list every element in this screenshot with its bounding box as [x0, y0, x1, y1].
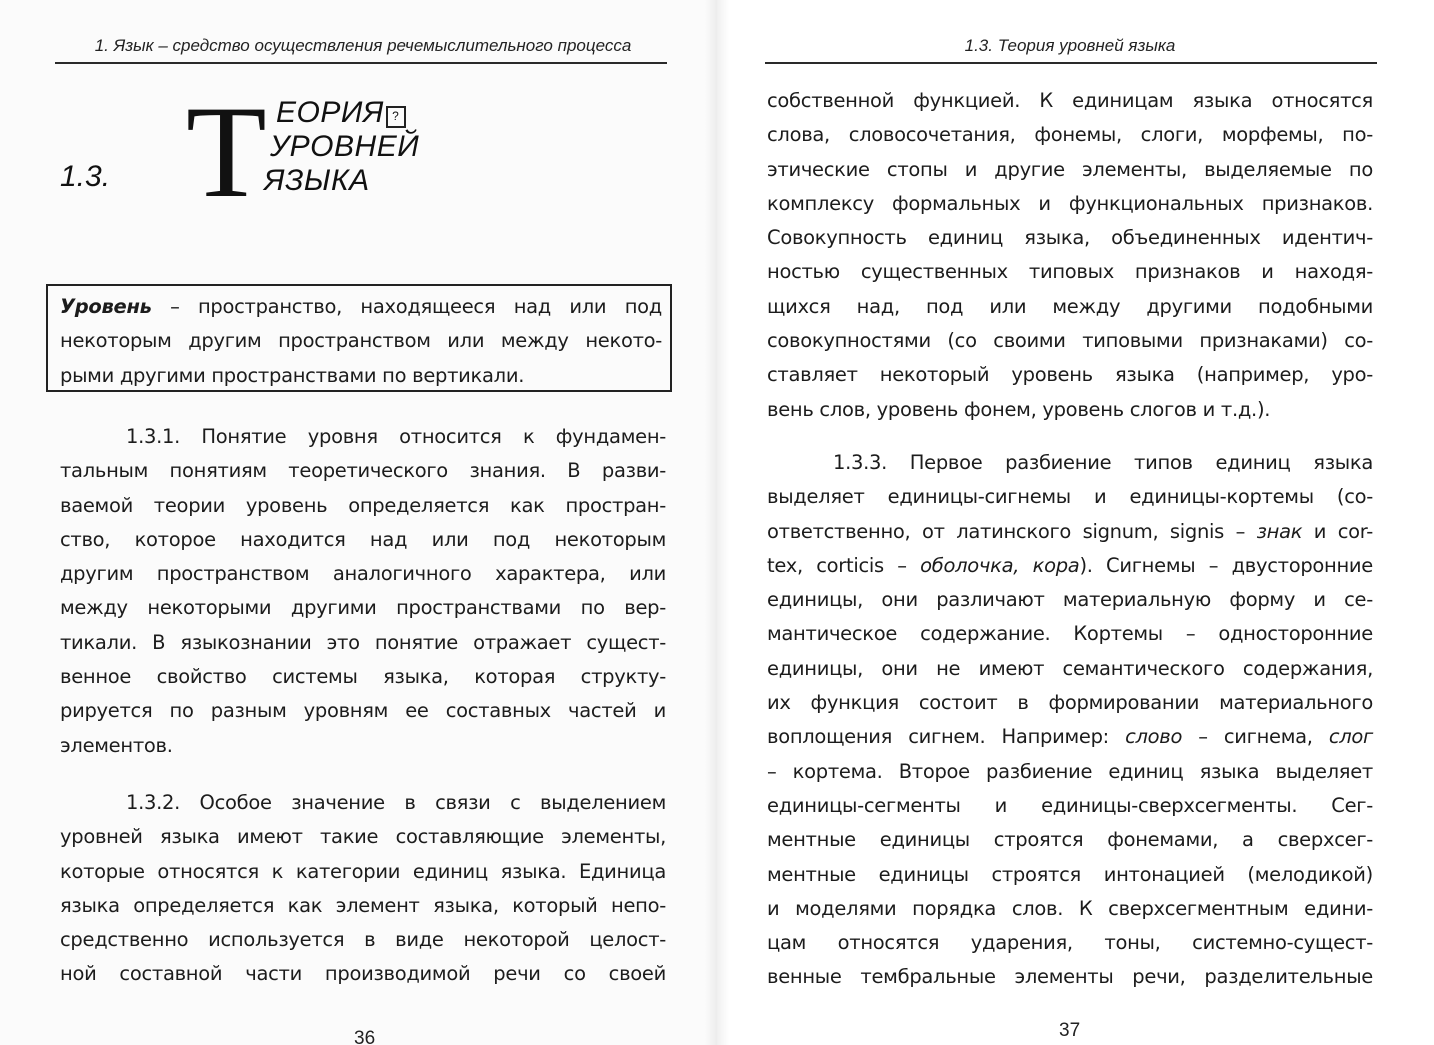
- header-rule-left: [55, 62, 667, 64]
- text-line: [767, 549, 1373, 583]
- text-line: рируется по разным уровням ее составных частей и: [60, 699, 666, 723]
- page-number-left: 36: [354, 1028, 376, 1045]
- title-line-1-text: ЕОРИЯ: [276, 96, 384, 129]
- text-line: слова, словосочетания, фонемы, слоги, морфемы, по-: [767, 123, 1373, 147]
- text-line: элементов.: [60, 733, 173, 757]
- text-line: ной составной части производимой речи со своей: [60, 962, 666, 986]
- text-line: вень слов, уровень фонем, уровень слогов и т.д.).: [767, 397, 1271, 421]
- title-dropcap: Т: [186, 78, 267, 225]
- right-page: [717, 0, 1434, 1045]
- title-line-1: [276, 96, 406, 130]
- title-box-mark: ?: [386, 106, 406, 128]
- text-line: уровней языка имеют такие составляющие элементы,: [60, 825, 666, 849]
- header-rule-right: [765, 62, 1377, 64]
- text-line: единицы, они различают материальную форму и се-: [767, 588, 1373, 612]
- text-line: цам относятся ударения, тоны, системно-сущест-: [767, 931, 1373, 955]
- text-line: их функция состоит в формировании материального: [767, 691, 1373, 715]
- text-line: единицы-сегменты и единицы-сверхсегменты. Сег-: [767, 793, 1373, 817]
- text-line: единицы, они не имеют семантического содержания,: [767, 656, 1373, 680]
- text-line: собственной функцией. К единицам языка относятся: [767, 89, 1373, 112]
- title-line-2: УРОВНЕЙ: [270, 130, 420, 163]
- text-line: этические стопы и другие элементы, выделяемые по: [767, 157, 1373, 181]
- book-gutter-shadow: [705, 0, 729, 1045]
- text-line: 1.3.1. Понятие уровня относится к фундамен-: [126, 425, 666, 448]
- text-line: совокупностями (со своими типовыми признаками) со-: [767, 329, 1373, 353]
- text-line: между некоторыми другими пространствами по вер-: [60, 596, 666, 620]
- section-heading: [58, 78, 658, 225]
- italic-term: знак: [1256, 519, 1303, 543]
- italic-term: слово: [1125, 725, 1183, 749]
- text-line: которые относятся к категории единиц языка. Единица: [60, 859, 666, 883]
- running-head-right: 1.3. Теория уровней языка: [964, 36, 1176, 55]
- paragraph-1-3-3: [767, 446, 1373, 995]
- text-line: и моделями порядка слов. К сверхсегментным едини-: [767, 896, 1373, 920]
- text-line: выделяет единицы-сигнемы и единицы-кортемы (со-: [767, 485, 1373, 509]
- text-line: ментные единицы строятся интонацией (мелодикой): [767, 862, 1373, 886]
- text-run: – сигнема,: [1182, 725, 1329, 749]
- text-run: ответственно, от латинского signum, signis –: [767, 519, 1257, 543]
- text-line: ментные единицы строятся фонемами, а сверхсег-: [767, 828, 1373, 852]
- paragraph-continuation: [767, 84, 1373, 427]
- text-line: ваемой теории уровень определяется как простран-: [60, 493, 666, 517]
- text-run: ). Сигнемы – двусторонние: [1079, 553, 1374, 577]
- text-line: Совокупность единиц языка, объединенных идентич-: [767, 226, 1373, 250]
- text-line: комплексу формальных и функциональных признаков.: [767, 191, 1373, 215]
- text-run: воплощения сигнем. Например:: [767, 725, 1126, 749]
- running-head-left: 1. Язык – средство осуществления речемыслительного процесса: [94, 36, 632, 55]
- text-line: венное свойство системы языка, которая структу-: [60, 665, 666, 689]
- page-number-right: 37: [1059, 1020, 1081, 1041]
- paragraph-1-3-2: [60, 786, 666, 992]
- text-line: ство, которое находится над или под некоторым: [60, 527, 666, 551]
- title-line-3: ЯЗЫКА: [264, 164, 370, 197]
- italic-term: оболочка, кора: [920, 553, 1080, 577]
- definition-term: Уровень: [60, 295, 152, 318]
- text-line: ставляет некоторый уровень языка (например, уро-: [767, 363, 1373, 387]
- text-line: средственно используется в виде некоторой целост-: [60, 928, 666, 952]
- text-run: и cor-: [1302, 519, 1373, 543]
- text-run: tex, corticis –: [767, 553, 921, 577]
- text-line: венные тембральные элементы речи, разделительные: [767, 965, 1373, 989]
- definition-box: [46, 284, 672, 392]
- italic-term: слог: [1328, 725, 1373, 749]
- definition-line-3: рыми другими пространствами по вертикали.: [60, 363, 525, 387]
- text-line: щихся над, под или между другими подобными: [767, 294, 1373, 318]
- definition-line-2: некоторым другим пространством или между некото-: [60, 329, 662, 353]
- text-line: [767, 515, 1373, 549]
- text-line: [767, 720, 1373, 754]
- definition-line-1: [60, 290, 662, 324]
- text-line: 1.3.3. Первое разбиение типов единиц языка: [833, 451, 1373, 474]
- text-line: 1.3.2. Особое значение в связи с выделением: [126, 791, 666, 814]
- text-line: тикали. В языкознании это понятие отражает сущест-: [60, 630, 666, 654]
- text-line: другим пространством аналогичного характера, или: [60, 562, 666, 586]
- paragraph-1-3-1: [60, 420, 666, 763]
- section-number: 1.3.: [60, 160, 111, 193]
- text-line: языка определяется как элемент языка, который непо-: [60, 893, 666, 917]
- text-line: ностью существенных типовых признаков и находя-: [767, 260, 1373, 284]
- text-line: – кортема. Второе разбиение единиц языка выделяет: [767, 759, 1373, 783]
- text-line: мантическое содержание. Кортемы – односторонние: [767, 622, 1373, 646]
- text-line: тальным понятиям теоретического знания. В разви-: [60, 459, 666, 483]
- definition-line-1-text: – пространство, находящееся над или под: [151, 295, 662, 318]
